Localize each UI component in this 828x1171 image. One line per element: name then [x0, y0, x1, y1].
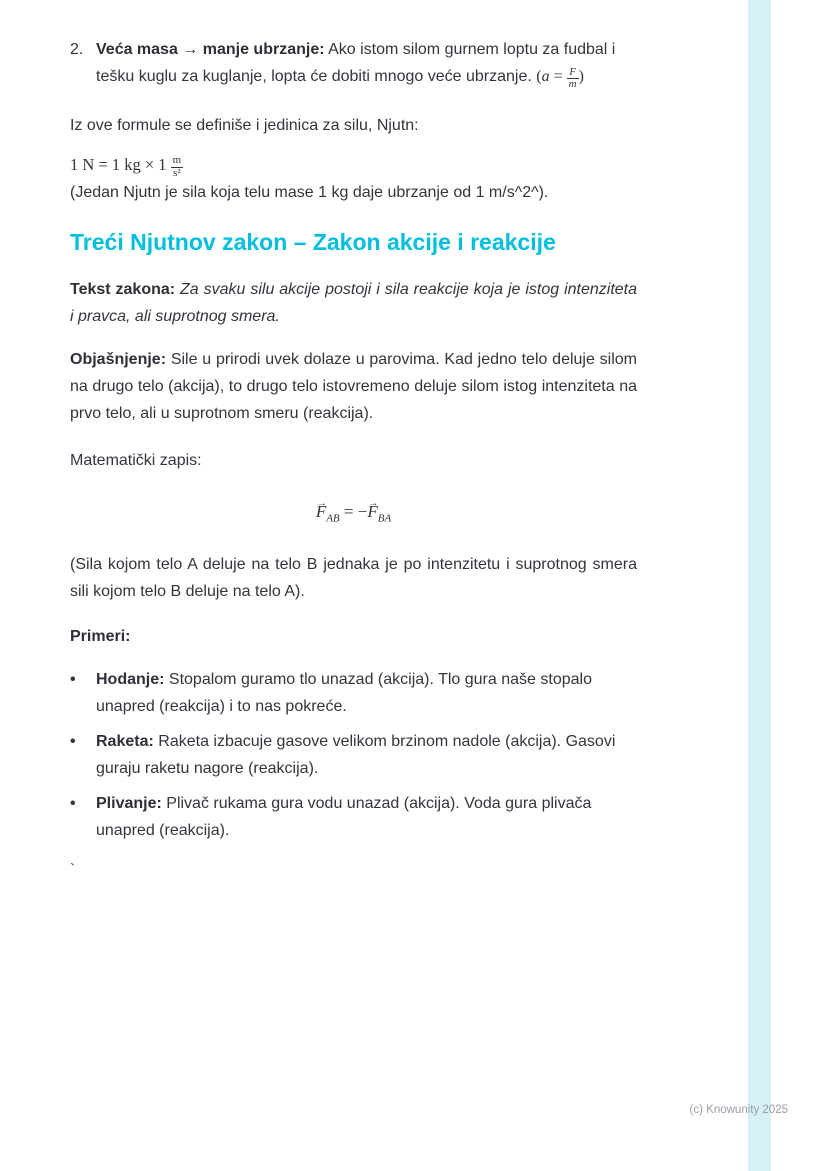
stray-backtick: ` — [70, 861, 75, 879]
law-text-label: Tekst zakona: — [70, 281, 176, 299]
formula-equals-sign: = — [343, 502, 354, 522]
examples-list — [70, 666, 637, 844]
explanation-label: Objašnjenje: — [70, 351, 167, 369]
list-item-body: Plivač rukama gura vodu unazad (akcija). Voda gura plivača unapred (reakcija). — [96, 795, 592, 840]
formula-note-paragraph: (Sila kojom telo A deluje na telo B jednaka je po intenzitetu i suprotnog smera sili kojom telo B deluje na telo A). — [70, 556, 637, 601]
fraction-m-over-s2 — [171, 155, 184, 179]
vector-F-rhs: → F — [367, 498, 377, 525]
unit-intro-paragraph: Iz ove formule se definiše i jedinica za silu, Njutn: — [70, 116, 419, 134]
examples-label-text: Primeri: — [70, 628, 131, 646]
section-heading: Treći Njutnov zakon – Zakon akcije i reakcije — [70, 229, 556, 256]
minus-sign: − — [357, 502, 368, 522]
list-item-lead: Raketa: — [96, 733, 154, 751]
bullet-glyph: • — [70, 671, 76, 689]
subscript-BA: BA — [377, 512, 392, 525]
newton-formula-prefix: 1 N = 1 kg × 1 — [70, 154, 167, 174]
examples-label — [70, 623, 637, 650]
document-content — [70, 36, 637, 883]
law-text-paragraph — [70, 276, 637, 330]
paren-close: ) — [578, 68, 584, 85]
newton-formula-line — [70, 151, 637, 180]
fraction-denominator: m — [568, 78, 577, 91]
law-text-body: Za svaku silu akcije postoji i sila reakcije koja je istog intenziteta i pravca, ali suprotnog smera. — [70, 281, 638, 326]
paren-open: ( — [536, 68, 542, 85]
fraction-numerator: F — [569, 65, 576, 78]
list-item-text — [96, 36, 637, 91]
fraction-numerator: m — [172, 154, 182, 167]
list-item-text — [96, 728, 637, 782]
list-item — [70, 728, 637, 782]
explanation-paragraph — [70, 346, 637, 427]
list-item-body: Ako istom silom gurnem loptu za fudbal i tešku kuglu za kuglanje, lopta će dobiti mnogo veće ubrzanje. — [96, 41, 616, 85]
list-item-body: Stopalom guramo tlo unazad (akcija). Tlo gura naše stopalo unapred (reakcija) i to nas pokreće. — [96, 671, 592, 716]
newton-note: (Jedan Njutn je sila koja telu mase 1 kg daje ubrzanje od 1 m/s^2^). — [70, 184, 549, 202]
fraction-denominator: s² — [171, 167, 184, 180]
list-item-number: 2. — [70, 41, 84, 58]
vector-F-lhs: → F — [316, 498, 326, 525]
explanation-body: Sile u prirodi uvek dolaze u parovima. Kad jedno telo deluje silom na drugo telo (akcija), to drugo telo istovremeno deluje silom istog intenziteta na prvo telo, ali u suprotnom smeru (reakcija). — [70, 351, 637, 423]
inline-formula-a-equals-F-over-m — [536, 65, 584, 91]
list-item — [70, 790, 637, 844]
list-item-lead: Veća masa → manje ubrzanje: — [96, 41, 325, 58]
newton-formula-block — [70, 151, 637, 207]
page-footer: (c) Knowunity 2025 — [689, 1104, 788, 1116]
bullet-glyph: • — [70, 733, 76, 751]
bullet-glyph: • — [70, 795, 76, 813]
list-item-lead: Hodanje: — [96, 671, 165, 689]
fraction-F-over-m — [567, 67, 579, 91]
list-item-body: Raketa izbacuje gasove velikom brzinom nadole (akcija). Gasovi guraju raketu nagore (reakcija). — [96, 733, 616, 778]
vector-formula — [70, 498, 637, 525]
list-item — [70, 666, 637, 720]
page-edge-stripe — [748, 0, 771, 1171]
formula-equals: = — [549, 68, 567, 85]
list-item-text — [96, 790, 637, 844]
ordered-list-item — [70, 36, 637, 91]
subscript-AB: AB — [326, 512, 340, 525]
formula-var-a: a — [541, 68, 550, 85]
list-item-lead: Plivanje: — [96, 795, 162, 813]
math-notation-label: Matematički zapis: — [70, 452, 202, 470]
list-item-text — [96, 666, 637, 720]
